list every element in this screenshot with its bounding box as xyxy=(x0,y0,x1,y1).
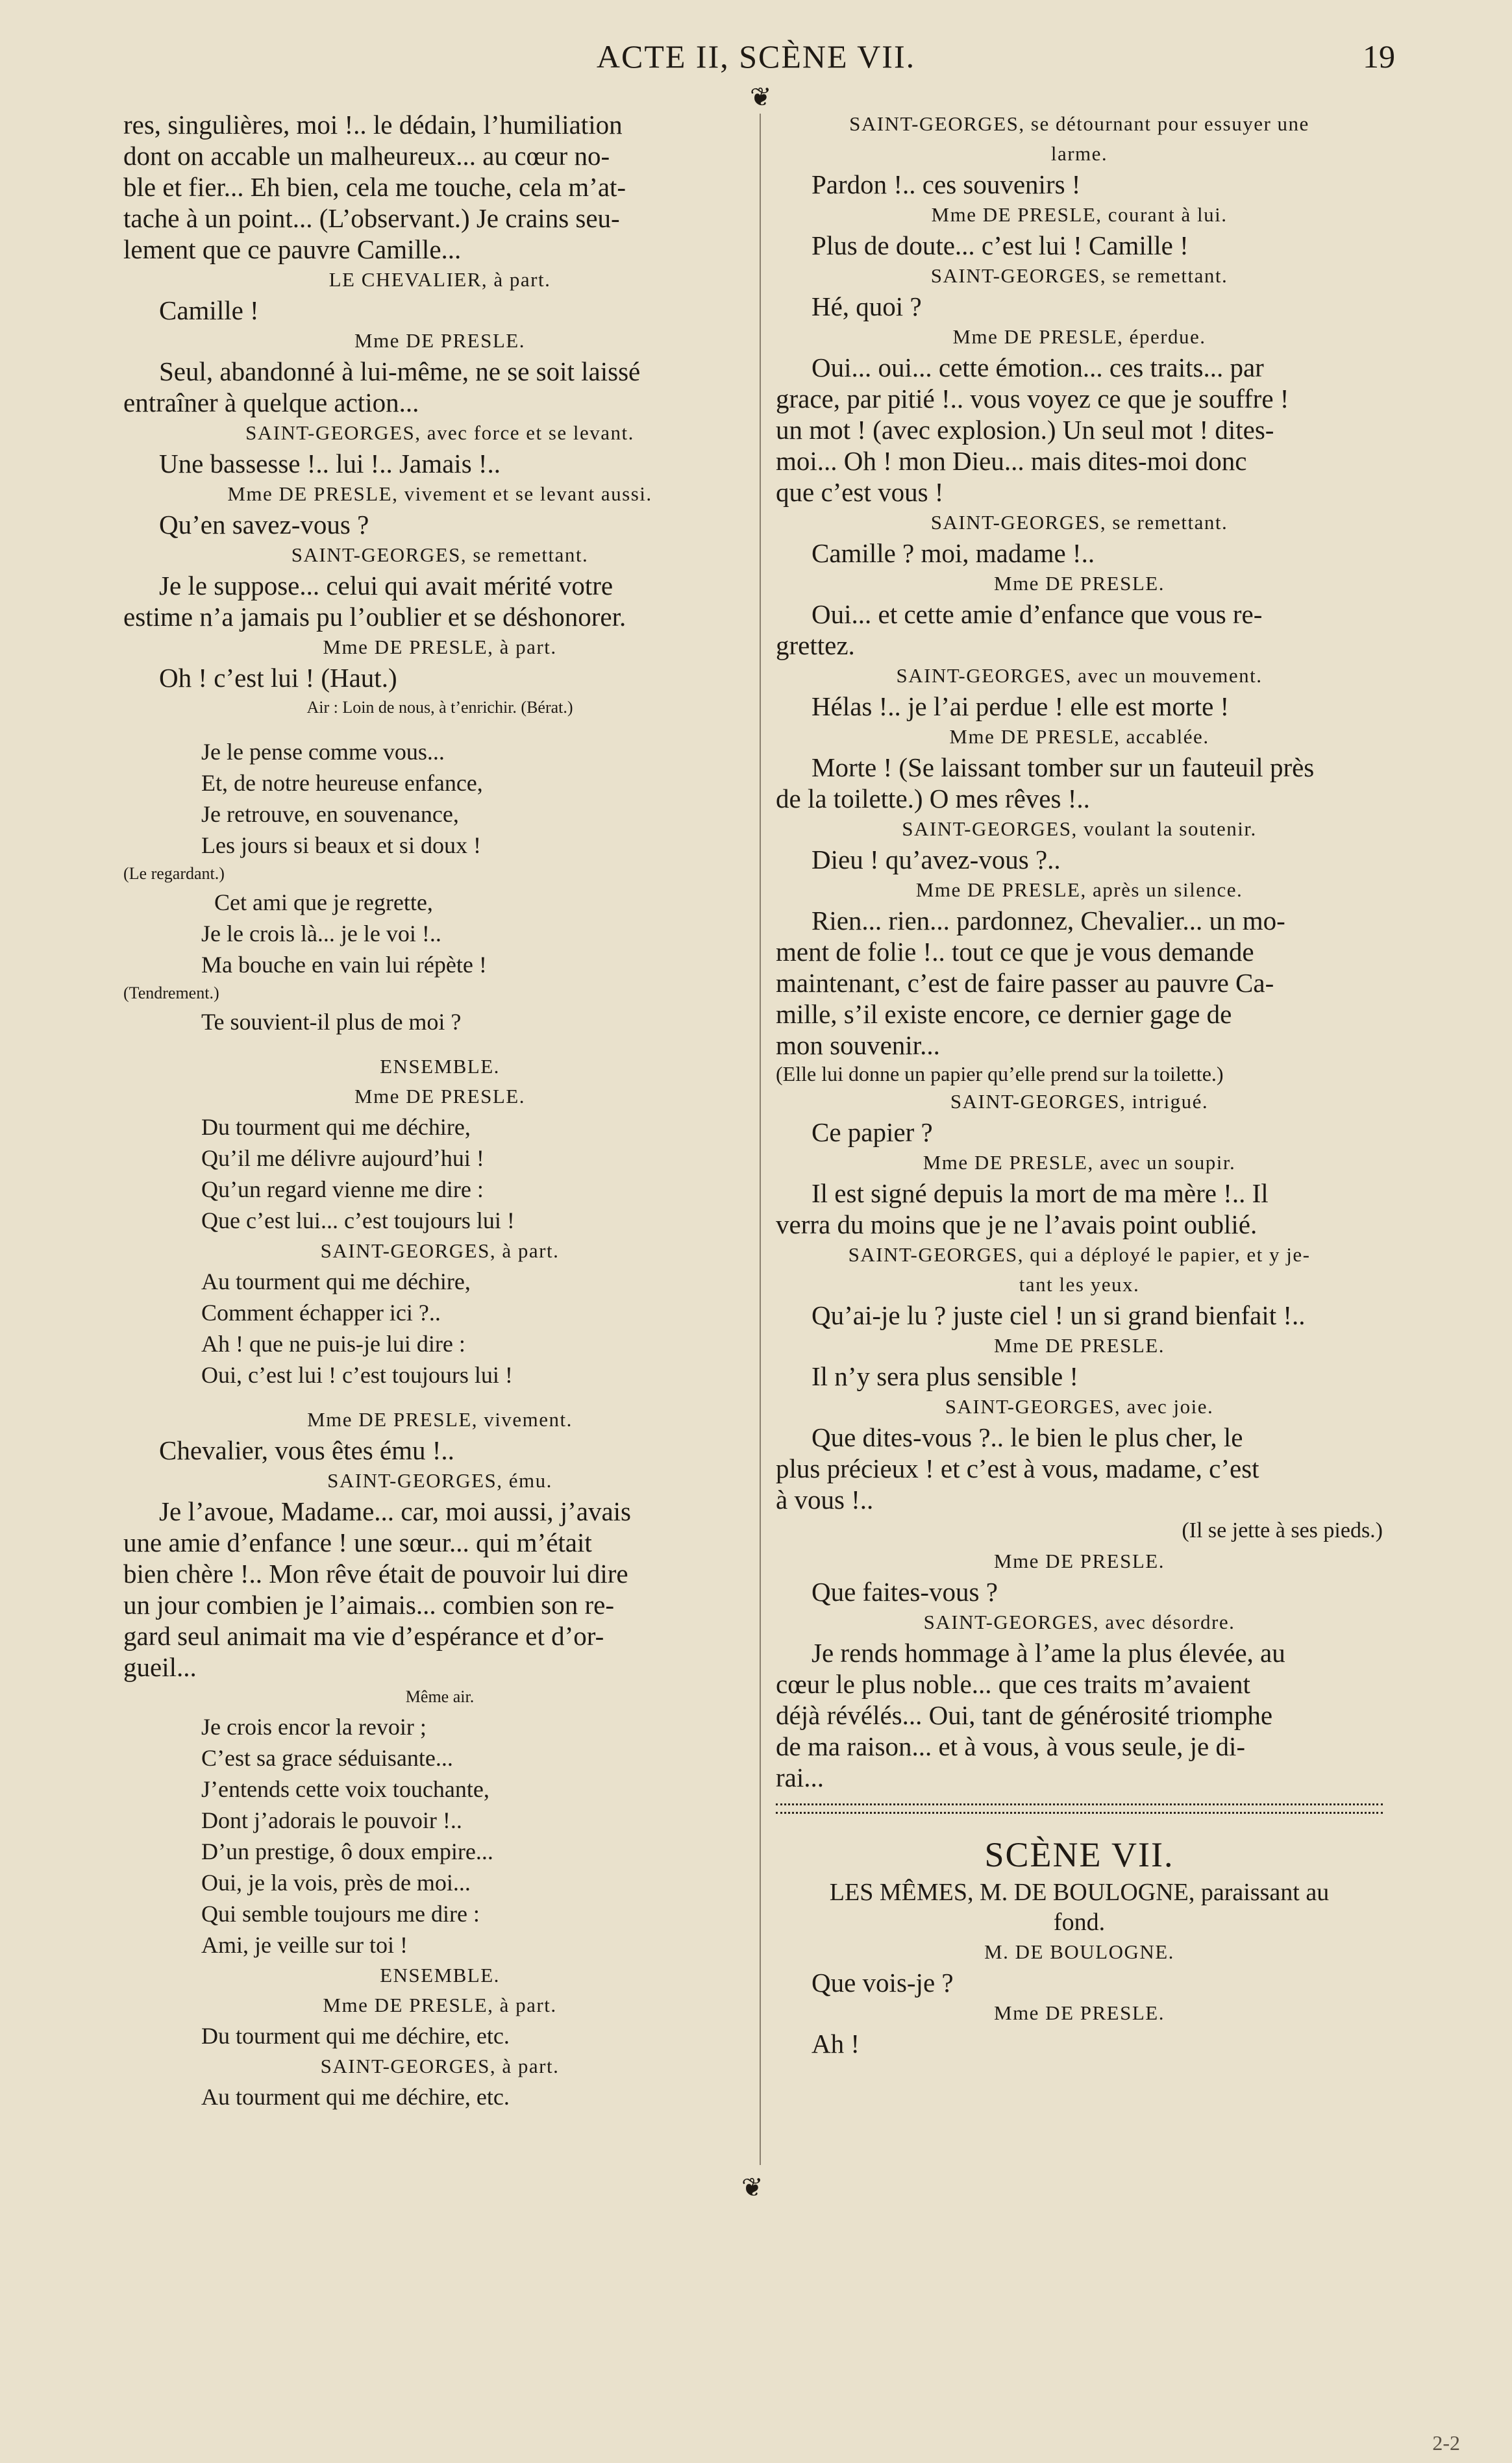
speaker-heading: Mme DE PRESLE, après un silence. xyxy=(915,878,1243,901)
speaker-heading: SAINT-GEORGES, avec un mouvement. xyxy=(896,664,1263,687)
text-line: moi... Oh ! mon Dieu... mais dites-moi donc xyxy=(776,446,1247,476)
text-line: ble et fier... Eh bien, cela me touche, cela m’at- xyxy=(123,172,626,202)
verse-line: D’un prestige, ô doux empire... xyxy=(201,1838,493,1864)
text-line: Il n’y sera plus sensible ! xyxy=(812,1361,1079,1391)
speaker-heading: Mme DE PRESLE. xyxy=(994,1550,1165,1572)
speaker-heading: SAINT-GEORGES, avec joie. xyxy=(945,1395,1214,1418)
air-indication: Même air. xyxy=(405,1687,475,1706)
verse-line: Qui semble toujours me dire : xyxy=(201,1901,480,1927)
verse-line: Et, de notre heureuse enfance, xyxy=(201,770,483,796)
text-line: res, singulières, moi !.. le dédain, l’humiliation xyxy=(123,110,623,140)
text-line: Que dites-vous ?.. le bien le plus cher, le xyxy=(812,1422,1243,1452)
text-line: Oh ! c’est lui ! (Haut.) xyxy=(159,663,397,693)
verse-line: Je retrouve, en souvenance, xyxy=(201,801,459,827)
running-header: ACTE II, SCÈNE VII. xyxy=(596,38,916,75)
column-divider xyxy=(760,114,761,2165)
speaker-heading: Mme DE PRESLE, courant à lui. xyxy=(931,203,1228,226)
text-line: bien chère !.. Mon rêve était de pouvoir lui dire xyxy=(123,1559,628,1589)
verse-line: Qu’il me délivre aujourd’hui ! xyxy=(201,1145,484,1171)
text-line: Une bassesse !.. lui !.. Jamais !.. xyxy=(159,449,501,478)
verse-line: Te souvient-il plus de moi ? xyxy=(201,1009,462,1035)
text-line: Je rends hommage à l’ame la plus élevée, au xyxy=(812,1638,1285,1668)
speaker-heading: SAINT-GEORGES, ému. xyxy=(327,1469,552,1492)
text-line: de la toilette.) O mes rêves !.. xyxy=(776,784,1090,813)
speaker-heading: SAINT-GEORGES, qui a déployé le papier, et y je- xyxy=(848,1243,1311,1266)
speaker-heading: SAINT-GEORGES, à part. xyxy=(320,2055,560,2077)
text-line: tache à un point... (L’observant.) Je crains seu- xyxy=(123,203,620,233)
text-line: Hélas !.. je l’ai perdue ! elle est morte ! xyxy=(812,691,1230,721)
speaker-heading: Mme DE PRESLE, à part. xyxy=(323,1994,557,2016)
verse-line: Du tourment qui me déchire, xyxy=(201,1114,471,1140)
text-line: Qu’en savez-vous ? xyxy=(159,510,369,539)
verse-line: Ami, je veille sur toi ! xyxy=(201,1932,408,1958)
text-line: Seul, abandonné à lui-même, ne se soit laissé xyxy=(159,356,641,386)
bottom-ornament-icon: ❦ xyxy=(741,2173,763,2202)
speaker-heading: ENSEMBLE. xyxy=(380,1964,500,1986)
speaker-heading: SAINT-GEORGES, à part. xyxy=(320,1239,560,1262)
speaker-heading: Mme DE PRESLE, vivement. xyxy=(307,1408,573,1431)
text-line: Chevalier, vous êtes ému !.. xyxy=(159,1435,454,1465)
speaker-heading: tant les yeux. xyxy=(1019,1273,1140,1296)
text-line: Hé, quoi ? xyxy=(812,291,922,321)
speaker-heading: Mme DE PRESLE. xyxy=(994,2001,1165,2024)
spacer xyxy=(123,722,756,736)
text-line: Oui... et cette amie d’enfance que vous re- xyxy=(812,599,1263,629)
text-line: Pardon !.. ces souvenirs ! xyxy=(812,169,1081,199)
text-line: Plus de doute... c’est lui ! Camille ! xyxy=(812,230,1189,260)
text-line: verra du moins que je ne l’avais point oublié. xyxy=(776,1209,1258,1239)
verse-line: Je le pense comme vous... xyxy=(201,739,445,765)
text-line: ment de folie !.. tout ce que je vous demande xyxy=(776,937,1254,967)
verse-line: Qu’un regard vienne me dire : xyxy=(201,1176,484,1202)
scene-title: SCÈNE VII. xyxy=(984,1835,1174,1874)
text-line: gard seul animait ma vie d’espérance et d’or- xyxy=(123,1621,604,1651)
verse-line: Je le crois là... je le voi !.. xyxy=(201,921,441,947)
speaker-heading: Mme DE PRESLE, vivement et se levant aussi. xyxy=(227,482,652,505)
signature-mark: 2-2 xyxy=(1432,2431,1460,2455)
text-line: Dieu ! qu’avez-vous ?.. xyxy=(812,845,1061,874)
text-line: un mot ! (avec explosion.) Un seul mot ! dites- xyxy=(776,415,1274,445)
text-line: gueil... xyxy=(123,1652,197,1682)
page-number: 19 xyxy=(1363,38,1395,75)
stage-direction: (Elle lui donne un papier qu’elle prend sur la toilette.) xyxy=(776,1062,1224,1085)
speaker-heading: Mme DE PRESLE, éperdue. xyxy=(952,325,1206,348)
verse-line: Les jours si beaux et si doux ! xyxy=(201,832,481,858)
text-line: Qu’ai-je lu ? juste ciel ! un si grand bienfait !.. xyxy=(812,1300,1306,1330)
verse-line: Je crois encor la revoir ; xyxy=(201,1714,427,1740)
verse-line: Comment échapper ici ?.. xyxy=(201,1300,441,1326)
spacer xyxy=(123,1037,756,1052)
text-line: de ma raison... et à vous, à vous seule, je di- xyxy=(776,1731,1246,1761)
speaker-heading: Mme DE PRESLE, à part. xyxy=(323,636,557,658)
text-line: maintenant, c’est de faire passer au pauvre Ca- xyxy=(776,968,1274,998)
speaker-heading: Mme DE PRESLE. xyxy=(354,1085,525,1108)
text-line: Camille ? moi, madame !.. xyxy=(812,538,1095,568)
stage-direction: (Le regardant.) xyxy=(123,864,225,883)
verse-line: Ah ! que ne puis-je lui dire : xyxy=(201,1331,465,1357)
speaker-heading: Mme DE PRESLE. xyxy=(354,329,525,352)
text-line: entraîner à quelque action... xyxy=(123,388,419,417)
text-line: Ah ! xyxy=(812,2029,860,2059)
text-line: cœur le plus noble... que ces traits m’avaient xyxy=(776,1669,1250,1699)
text-line: une amie d’enfance ! une sœur... qui m’était xyxy=(123,1528,592,1557)
speaker-heading: SAINT-GEORGES, se remettant. xyxy=(930,511,1228,534)
text-line: Oui... oui... cette émotion... ces traits... par xyxy=(812,353,1264,382)
speaker-heading: Mme DE PRESLE. xyxy=(994,1334,1165,1357)
speaker-heading: LE CHEVALIER, à part. xyxy=(328,268,551,291)
text-line: plus précieux ! et c’est à vous, madame, c’est xyxy=(776,1454,1259,1483)
speaker-heading: ENSEMBLE. xyxy=(380,1055,500,1078)
text-line: un jour combien je l’aimais... combien son re- xyxy=(123,1590,615,1620)
verse-line: Au tourment qui me déchire, etc. xyxy=(201,2084,510,2110)
verse-line: Dont j’adorais le pouvoir !.. xyxy=(201,1807,462,1833)
verse-line: Ma bouche en vain lui répète ! xyxy=(201,952,487,978)
text-line: rai... xyxy=(776,1763,824,1792)
scene-cast: LES MÊMES, M. DE BOULOGNE, paraissant au xyxy=(829,1879,1330,1906)
text-line: Que vois-je ? xyxy=(812,1968,954,1998)
scene-divider xyxy=(776,1803,1383,1814)
text-line: Je l’avoue, Madame... car, moi aussi, j’avais xyxy=(159,1496,632,1526)
verse-line: J’entends cette voix touchante, xyxy=(201,1776,490,1802)
text-line: Que faites-vous ? xyxy=(812,1577,998,1607)
text-line: grettez. xyxy=(776,630,855,660)
text-line: Morte ! (Se laissant tomber sur un fauteuil près xyxy=(812,752,1315,782)
text-line: à vous !.. xyxy=(776,1485,874,1515)
speaker-heading: SAINT-GEORGES, avec désordre. xyxy=(923,1611,1235,1633)
verse-line: Au tourment qui me déchire, xyxy=(201,1269,471,1294)
verse-line: C’est sa grace séduisante... xyxy=(201,1745,453,1771)
air-indication: Air : Loin de nous, à t’enrichir. (Bérat.) xyxy=(306,698,573,717)
top-ornament-icon: ❦ xyxy=(750,82,772,112)
text-line: mon souvenir... xyxy=(776,1030,940,1060)
text-line: estime n’a jamais pu l’oublier et se déshonorer. xyxy=(123,602,626,632)
speaker-heading: larme. xyxy=(1050,142,1108,165)
stage-direction: (Tendrement.) xyxy=(123,984,219,1002)
verse-line: Oui, c’est lui ! c’est toujours lui ! xyxy=(201,1362,513,1388)
text-line: grace, par pitié !.. vous voyez ce que je souffre ! xyxy=(776,384,1289,414)
text-line: Il est signé depuis la mort de ma mère !.. Il xyxy=(812,1178,1269,1208)
speaker-heading: Mme DE PRESLE. xyxy=(994,572,1165,595)
text-line: Je le suppose... celui qui avait mérité votre xyxy=(159,571,613,600)
verse-line: Oui, je la vois, près de moi... xyxy=(201,1870,471,1896)
speaker-heading: SAINT-GEORGES, se remettant. xyxy=(291,543,589,566)
text-line: lement que ce pauvre Camille... xyxy=(123,234,462,264)
spacer xyxy=(123,1391,756,1405)
speaker-heading: SAINT-GEORGES, se détournant pour essuyer une xyxy=(849,112,1309,135)
verse-line: Que c’est lui... c’est toujours lui ! xyxy=(201,1207,515,1233)
right-column xyxy=(776,109,1383,2059)
speaker-heading: SAINT-GEORGES, voulant la soutenir. xyxy=(902,817,1257,840)
speaker-heading: SAINT-GEORGES, intrigué. xyxy=(950,1090,1209,1113)
text-line: Camille ! xyxy=(159,295,259,325)
speaker-heading: SAINT-GEORGES, se remettant. xyxy=(930,264,1228,287)
text-line: dont on accable un malheureux... au cœur no- xyxy=(123,141,610,171)
speaker-heading: Mme DE PRESLE, avec un soupir. xyxy=(923,1151,1236,1174)
text-line: déjà révélés... Oui, tant de générosité triomphe xyxy=(776,1700,1273,1730)
left-column xyxy=(123,109,756,2112)
speaker-heading: Mme DE PRESLE, accablée. xyxy=(949,725,1209,748)
scene-cast: fond. xyxy=(1053,1909,1106,1936)
verse-line: Cet ami que je regrette, xyxy=(214,889,433,915)
text-line: Ce papier ? xyxy=(812,1117,933,1147)
text-line: mille, s’il existe encore, ce dernier gage de xyxy=(776,999,1232,1029)
speaker-heading: SAINT-GEORGES, avec force et se levant. xyxy=(245,421,634,444)
verse-line: Du tourment qui me déchire, etc. xyxy=(201,2023,510,2049)
text-line: que c’est vous ! xyxy=(776,477,944,507)
text-line: Rien... rien... pardonnez, Chevalier... un mo- xyxy=(812,906,1285,935)
stage-direction: (Il se jette à ses pieds.) xyxy=(1182,1518,1383,1542)
speaker-heading: M. DE BOULOGNE. xyxy=(984,1940,1174,1963)
